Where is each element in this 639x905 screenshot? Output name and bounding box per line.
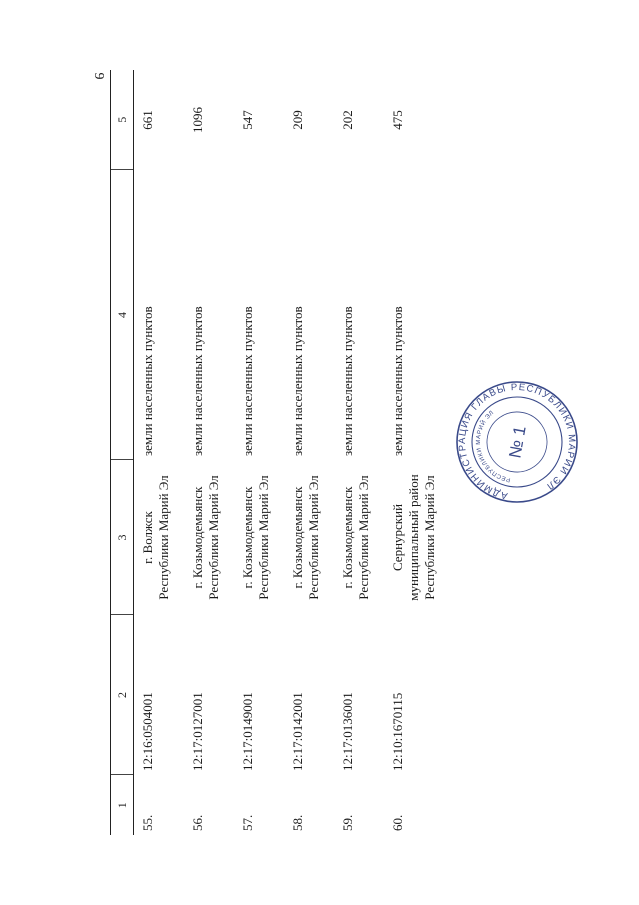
cadastral-number: 12:17:0136001 [340, 692, 355, 771]
locality-line: г. Козьмодемьянск [190, 486, 205, 589]
locality-line: г. Козьмодемьянск [340, 486, 355, 589]
locality [284, 460, 334, 615]
land-category: земли населенных пунктов [190, 306, 205, 456]
table-row [234, 70, 284, 835]
column-header: 2 [111, 615, 134, 775]
table-row [184, 70, 234, 835]
official-seal [445, 370, 589, 514]
cadastral-number: 12:17:0142001 [290, 692, 305, 771]
land-category: земли населенных пунктов [340, 306, 355, 456]
locality [334, 460, 384, 615]
land-category: земли населенных пунктов [140, 306, 155, 456]
column-number-row [111, 70, 134, 835]
locality-line: Республики Марий Эл [306, 475, 321, 600]
land-plots-table [110, 70, 438, 835]
page-number: 9 [91, 72, 106, 80]
locality-line: Сернурский [390, 503, 405, 572]
seal-number: № 1 [505, 424, 530, 460]
locality [184, 460, 234, 615]
row-number: 56. [190, 814, 205, 831]
value-cell: 1096 [190, 107, 205, 133]
value-cell: 547 [240, 110, 255, 130]
table-row [334, 70, 384, 835]
table-row [284, 70, 334, 835]
value-cell: 202 [340, 110, 355, 130]
row-number: 55. [140, 814, 155, 831]
row-number: 60. [390, 814, 405, 831]
locality-line: г. Волжск [140, 511, 155, 564]
value-cell: 661 [140, 110, 155, 130]
column-header: 4 [111, 170, 134, 460]
seal-inner-text-path: РЕСПУБЛИКИ МАРИЙ ЭЛ [475, 409, 512, 483]
cadastral-number: 12:10:1670115 [390, 692, 405, 771]
row-number: 58. [290, 814, 305, 831]
land-category: земли населенных пунктов [290, 306, 305, 456]
locality-line: Республики Марий Эл [206, 475, 221, 600]
locality-line: Республики Марий Эл [156, 475, 171, 600]
column-header: 1 [111, 775, 134, 835]
locality-line: г. Козьмодемьянск [290, 486, 305, 589]
land-category: земли населенных пунктов [390, 306, 405, 456]
cadastral-number: 12:17:0127001 [190, 692, 205, 771]
cadastral-number: 12:16:0504001 [140, 692, 155, 771]
table-row [384, 70, 438, 835]
locality [234, 460, 284, 615]
locality [134, 460, 185, 615]
column-header: 3 [111, 460, 134, 615]
locality [384, 460, 438, 615]
value-cell: 209 [290, 110, 305, 130]
column-header: 5 [111, 70, 134, 170]
locality-line: Республики Марий Эл [356, 475, 371, 600]
land-category: земли населенных пунктов [240, 306, 255, 456]
locality-line: Республики Марий Эл [256, 475, 271, 600]
seal-outer-text-path: АДМИНИСТРАЦИЯ ГЛАВЫ РЕСПУБЛИКИ МАРИЙ ЭЛ [456, 381, 578, 502]
cadastral-number: 12:17:0149001 [240, 692, 255, 771]
row-number: 57. [240, 814, 255, 831]
locality-line: Республики Марий Эл [422, 475, 437, 600]
row-number: 59. [340, 814, 355, 831]
locality-line: г. Козьмодемьянск [240, 486, 255, 589]
value-cell: 475 [390, 110, 405, 130]
locality-line: муниципальный район [406, 474, 421, 601]
table-row [134, 70, 185, 835]
